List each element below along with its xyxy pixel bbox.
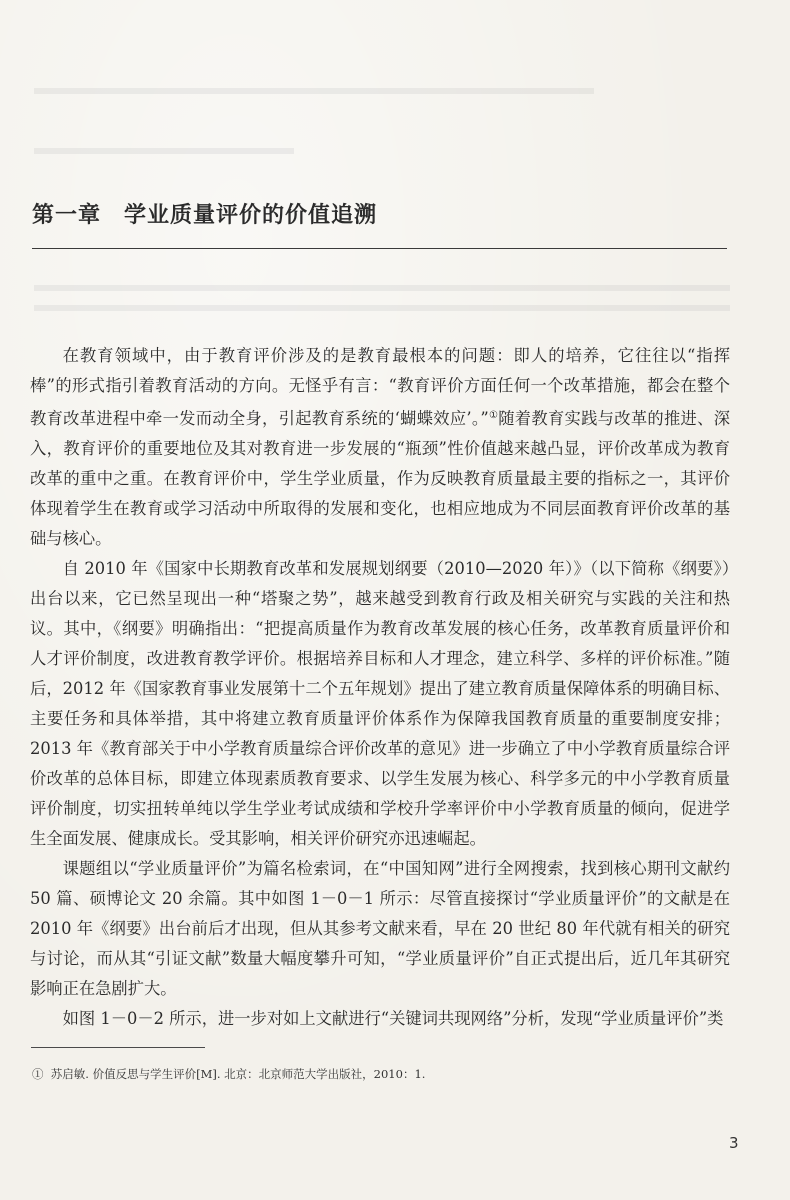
paragraph-2: 自 2010 年《国家中长期教育改革和发展规划纲要（2010—2020 年）》（以下简称《纲要》）出台以来，它已然呈现出一种“塔聚之势”，越来越受到教育行政及相关研究与实践的关注和热议。其中，《纲要》明确指出：“把提高质量作为教育改革发展的核心任务，改革教育质量评价和人才评价制度，改进教育教学评价。根据培养目标和人才理念，建立科学、多样的评价标准。”随后，2012 年《国家教育事业发展第十二个五年规划》提出了建立教育质量保障体系的明确目标、主要任务和具体举措，其中将建立教育质量评价体系作为保障我国教育质量的重要制度安排；2013 年《教育部关于中小学教育质量综合评价改革的意见》进一步确立了中小学教育质量综合评价改革的总体目标，即建立体现素质教育要求、以学生发展为核心、科学多元的中小学教育质量评价制度，切实扭转单纯以学生学业考试成绩和学校升学率评价中小学教育质量的倾向，促进学生全面发展、健康成长。受其影响，相关评价研究亦迅速崛起。 (30, 559, 730, 848)
bleed-through-text (34, 88, 594, 94)
paragraph-4: 如图 1－0－2 所示，进一步对如上文献进行“关键词共现网络”分析，发现“学业质量评价”类 (62, 1009, 724, 1028)
footnote-divider (31, 1047, 205, 1048)
paragraph-text: 在教育领域中，由于教育评价涉及的是教育最根本的问题：即人的培养，它往往以“指挥棒”的形式指引着教育活动的方向。无怪乎有言：“教育评价方面任何一个改革措施，都会在整个教育改革进程中牵一发而动全身，引起教育系统的‘蝴蝶效应’。” (30, 346, 730, 428)
body-text (30, 341, 730, 1034)
paragraph-3: 课题组以“学业质量评价”为篇名检索词，在“中国知网”进行全网搜索，找到核心期刊文献约 50 篇、硕博论文 20 余篇。其中如图 1－0－1 所示：尽管直接探讨“学业质量评价”的文献是在 2010 年《纲要》出台前后才出现，但从其参考文献来看，早在 20 世纪 80 年代就有相关的研究与讨论，而从其“引证文献”数量大幅度攀升可知，“学业质量评价”自正式提出后，近几年其研究影响正在急剧扩大。 (30, 859, 730, 998)
title-divider (32, 248, 727, 249)
bleed-through-text (34, 285, 730, 291)
footnote: ① 苏启敏. 价值反思与学生评价[M]. 北京：北京师范大学出版社，2010：1. (32, 1067, 426, 1081)
chapter-title: 第一章 学业质量评价的价值追溯 (32, 203, 378, 228)
page-number: 3 (729, 1134, 739, 1152)
paragraph-1 (30, 341, 730, 554)
bleed-through-text (34, 148, 294, 154)
footnote-ref[interactable]: ① (488, 410, 499, 421)
bleed-through-text (34, 305, 730, 311)
paragraph-text: 随着教育实践与改革的推进、深入，教育评价的重要地位及其对教育进一步发展的“瓶颈”性价值越来越凸显，评价改革成为教育改革的重中之重。在教育评价中，学生学业质量，作为反映教育质量最主要的指标之一，其评价体现着学生在教育或学习活动中所取得的发展和变化，也相应地成为不同层面教育评价改革的基础与核心。 (30, 409, 730, 548)
